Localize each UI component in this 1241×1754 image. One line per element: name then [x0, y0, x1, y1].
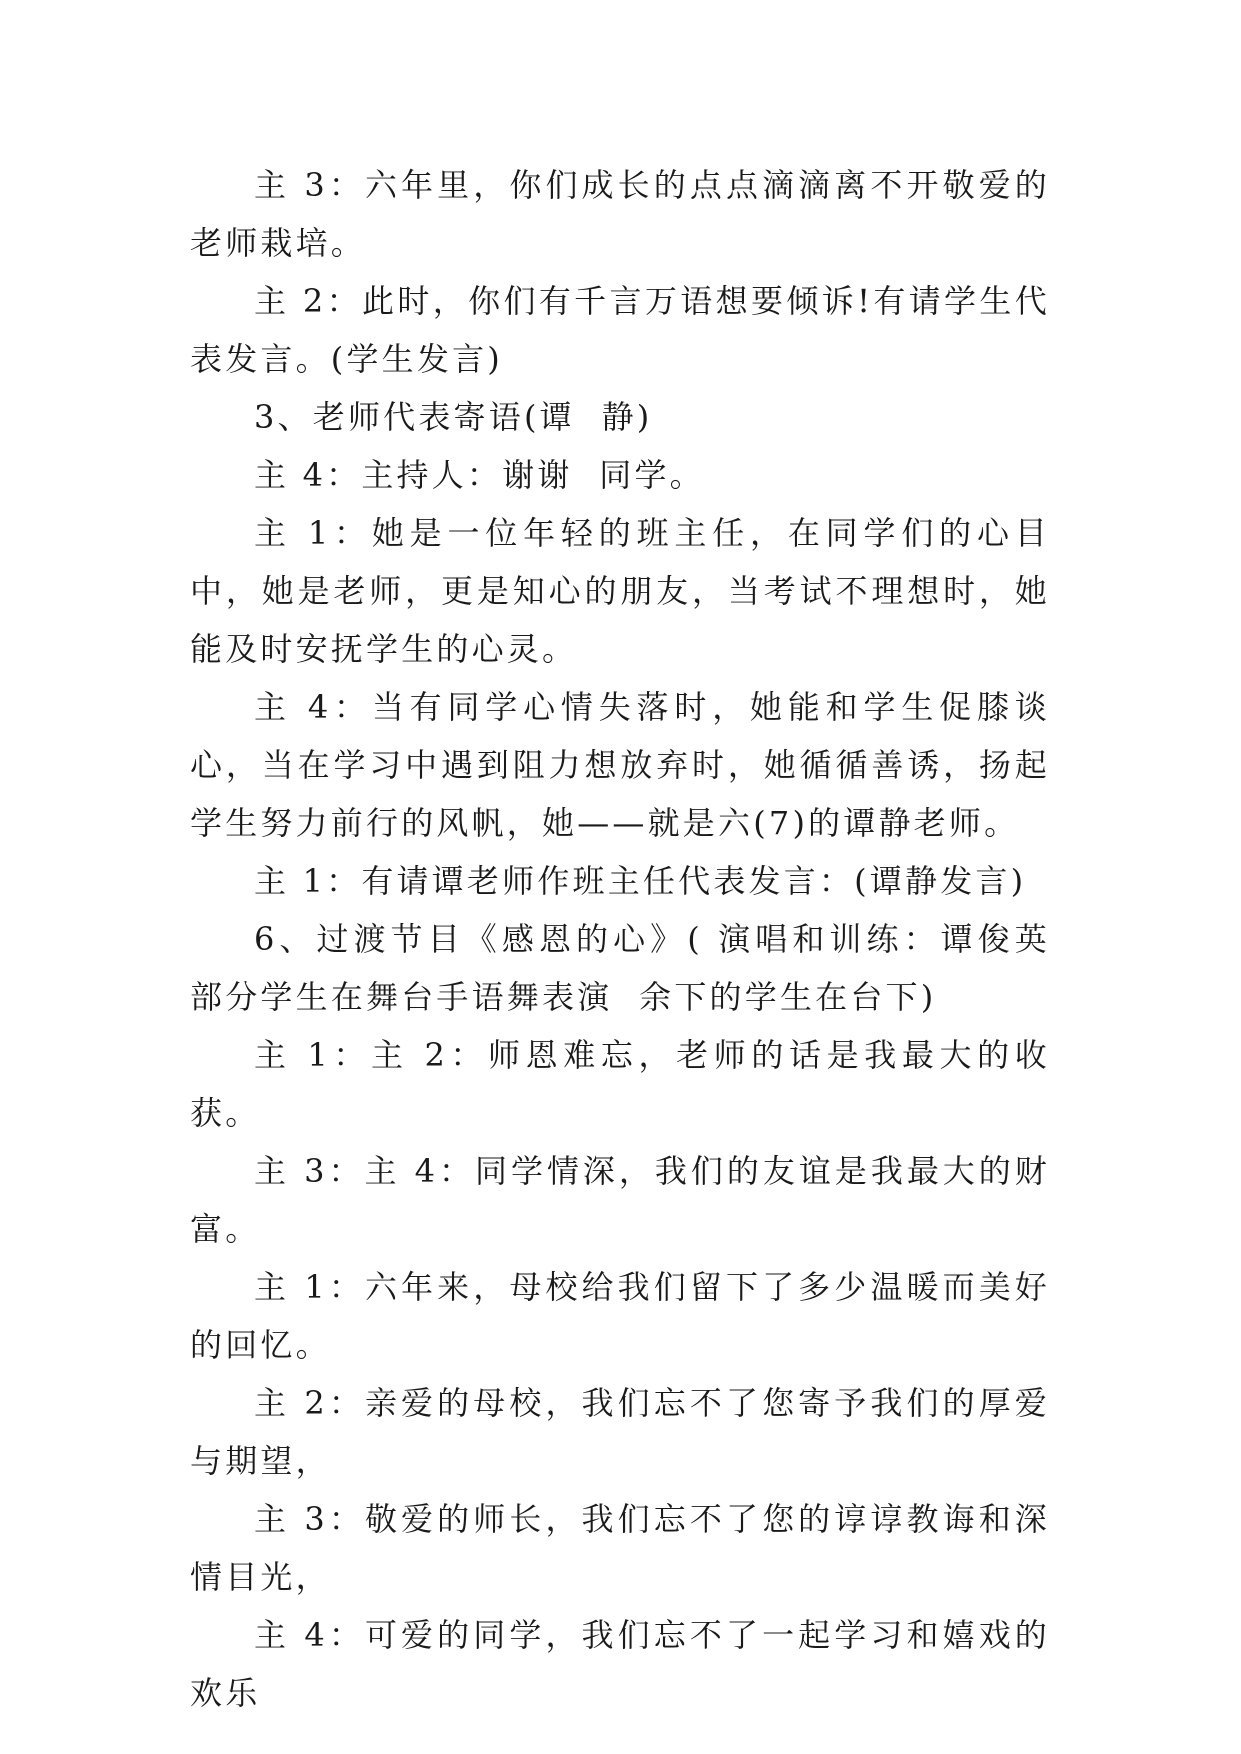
paragraph: 主 1：六年来，母校给我们留下了多少温暖而美好的回忆。 [190, 1268, 1050, 1364]
paragraph: 主 1：主 2：师恩难忘，老师的话是我最大的收获。 [190, 1036, 1050, 1132]
paragraph: 主 4：当有同学心情失落时，她能和学生促膝谈心，当在学习中遇到阻力想放弃时，她循循善诱，扬起学生努力前行的风帆，她——就是六(7)的谭静老师。 [190, 688, 1050, 842]
paragraph: 主 1：她是一位年轻的班主任，在同学们的心目中，她是老师，更是知心的朋友，当考试不理想时，她能及时安抚学生的心灵。 [190, 514, 1050, 668]
paragraph: 主 1：有请谭老师作班主任代表发言：(谭静发言) [254, 862, 1027, 900]
paragraph: 3、老师代表寄语(谭 静) [254, 398, 653, 436]
paragraph: 主 2：此时，你们有千言万语想要倾诉!有请学生代表发言。(学生发言) [190, 282, 1050, 378]
document-body [190, 156, 1077, 1722]
paragraph: 6、过渡节目《感恩的心》( 演唱和训练：谭俊英 部分学生在舞台手语舞表演 余下的学生在台下) [190, 920, 1077, 1016]
paragraph: 主 3：六年里，你们成长的点点滴滴离不开敬爱的老师栽培。 [190, 166, 1050, 262]
paragraph: 主 4：主持人：谢谢 同学。 [254, 456, 705, 494]
paragraph: 主 4：可爱的同学，我们忘不了一起学习和嬉戏的欢乐 [190, 1616, 1050, 1712]
paragraph: 主 2：亲爱的母校，我们忘不了您寄予我们的厚爱与期望， [190, 1384, 1050, 1480]
paragraph: 主 3：主 4：同学情深，我们的友谊是我最大的财富。 [190, 1152, 1050, 1248]
paragraph: 主 3：敬爱的师长，我们忘不了您的谆谆教诲和深情目光， [190, 1500, 1050, 1596]
